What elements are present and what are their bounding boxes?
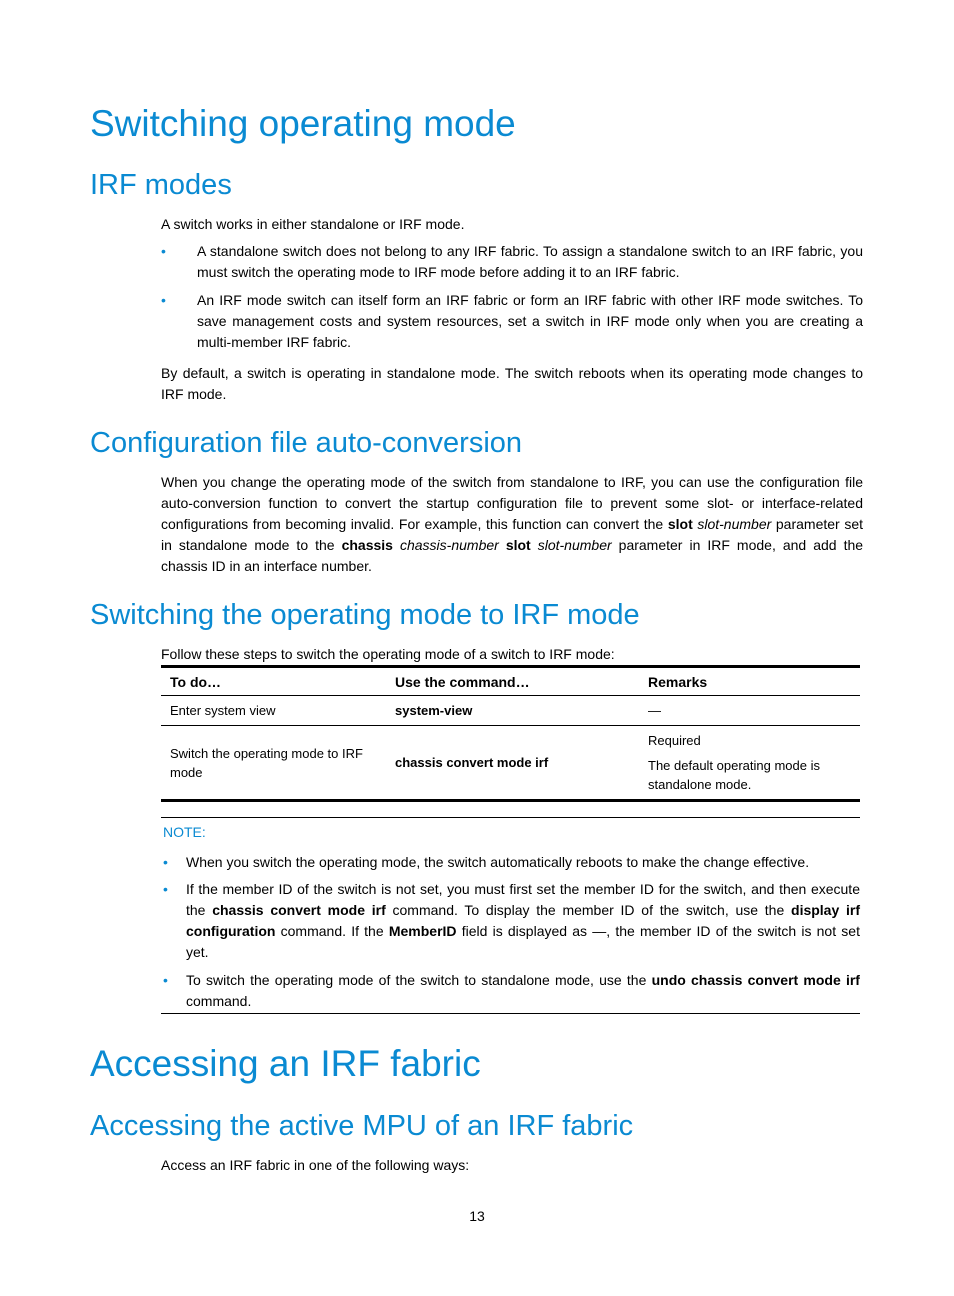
list-item [161, 290, 863, 353]
heading-accessing-irf-fabric: Accessing an IRF fabric [90, 1043, 481, 1084]
steps-intro: Follow these steps to switch the operating mode of a switch to IRF mode: [161, 646, 615, 662]
table-row [161, 726, 860, 801]
keyword-chassis: chassis [341, 537, 393, 553]
keyword-slot-2: slot [505, 537, 531, 553]
note-text-2 [186, 879, 860, 963]
remark-default: The default operating mode is standalone mode. [648, 758, 820, 792]
col-header-todo: To do… [161, 667, 386, 696]
config-text-3: parameter in IRF mode, and add the chassis ID in an interface number. [161, 537, 864, 574]
note2-text-1: If the member ID of the switch is not set, you must first set the member ID for the switch, and then execute the [186, 881, 860, 918]
bullet-icon: • [161, 243, 166, 259]
note2-field-memberid: MemberID [388, 923, 457, 939]
table-row [161, 696, 860, 726]
note2-cmd-display: display irf configuration [186, 902, 861, 939]
note2-text-2: command. To display the member ID of the switch, use the [385, 902, 792, 918]
cell-todo: Switch the operating mode to IRF mode [161, 726, 386, 801]
remark-required: Required [648, 733, 701, 748]
cell-command: chassis convert mode irf [386, 726, 639, 801]
list-item [161, 241, 863, 283]
col-header-command: Use the command… [386, 667, 639, 696]
note3-cmd-undo: undo chassis convert mode irf [651, 972, 860, 988]
note2-cmd-convert: chassis convert mode irf [212, 902, 386, 918]
keyword-slot: slot [667, 516, 693, 532]
cell-todo: Enter system view [161, 696, 386, 726]
list-item [161, 852, 860, 873]
config-conversion-paragraph [161, 472, 863, 577]
bullet-icon: • [163, 854, 168, 870]
cell-remark [639, 726, 860, 801]
heading-switching-operating-mode: Switching operating mode [90, 103, 516, 144]
cell-remark: — [639, 696, 860, 726]
note-label: NOTE: [163, 824, 206, 840]
note2-text-3: command. If the [275, 923, 389, 939]
bullet-icon: • [163, 881, 168, 897]
page-number: 13 [469, 1208, 485, 1224]
note-text-1: When you switch the operating mode, the switch automatically reboots to make the change effective. [186, 854, 810, 870]
steps-table [161, 665, 860, 802]
bullet-text: A standalone switch does not belong to any IRF fabric. To assign a standalone switch to an IRF fabric, you must switch the operating mode to IRF mode before adding it to an IRF fabric. [197, 243, 863, 280]
cell-command: system-view [386, 696, 639, 726]
bullet-icon: • [163, 972, 168, 988]
irf-modes-intro: A switch works in either standalone or IRF mode. [161, 216, 465, 232]
access-intro: Access an IRF fabric in one of the following ways: [161, 1157, 470, 1173]
note3-text-2: command. [186, 993, 252, 1009]
param-chassis-number: chassis-number [399, 537, 499, 553]
heading-configuration-file-auto-conversion: Configuration file auto-conversion [90, 427, 523, 459]
note3-text-1: To switch the operating mode of the switch to standalone mode, use the [186, 972, 652, 988]
bullet-icon: • [161, 292, 166, 308]
default-mode-paragraph: By default, a switch is operating in standalone mode. The switch reboots when its operating mode changes to IRF mode. [161, 365, 863, 402]
param-slot-number: slot-number [697, 516, 772, 532]
heading-irf-modes: IRF modes [90, 169, 232, 201]
note-text-3 [186, 970, 860, 1012]
bullet-text: An IRF mode switch can itself form an IRF fabric or form an IRF fabric with other IRF mode switches. To save management costs and system resources, set a switch in IRF mode only when you are creating a multi-member IRF fabric. [197, 292, 863, 350]
list-item [161, 879, 860, 963]
config-text-2: parameter set in standalone mode to the [161, 516, 864, 553]
param-slot-number-2: slot-number [537, 537, 612, 553]
heading-accessing-active-mpu: Accessing the active MPU of an IRF fabric [90, 1110, 634, 1142]
note-box [161, 817, 860, 1014]
note2-text-4: field is displayed as —, the member ID of the switch is not set yet. [186, 923, 860, 960]
table-header-row [161, 667, 860, 696]
config-text-1: When you change the operating mode of the switch from standalone to IRF, you can use the configuration file auto-conversion function to convert the startup configuration file to prevent some slot- or interface-related configurations from becoming invalid. For example, this function can convert the [161, 474, 863, 532]
list-item [161, 970, 860, 1012]
heading-switching-to-irf-mode: Switching the operating mode to IRF mode [90, 599, 640, 631]
col-header-remarks: Remarks [639, 667, 860, 696]
